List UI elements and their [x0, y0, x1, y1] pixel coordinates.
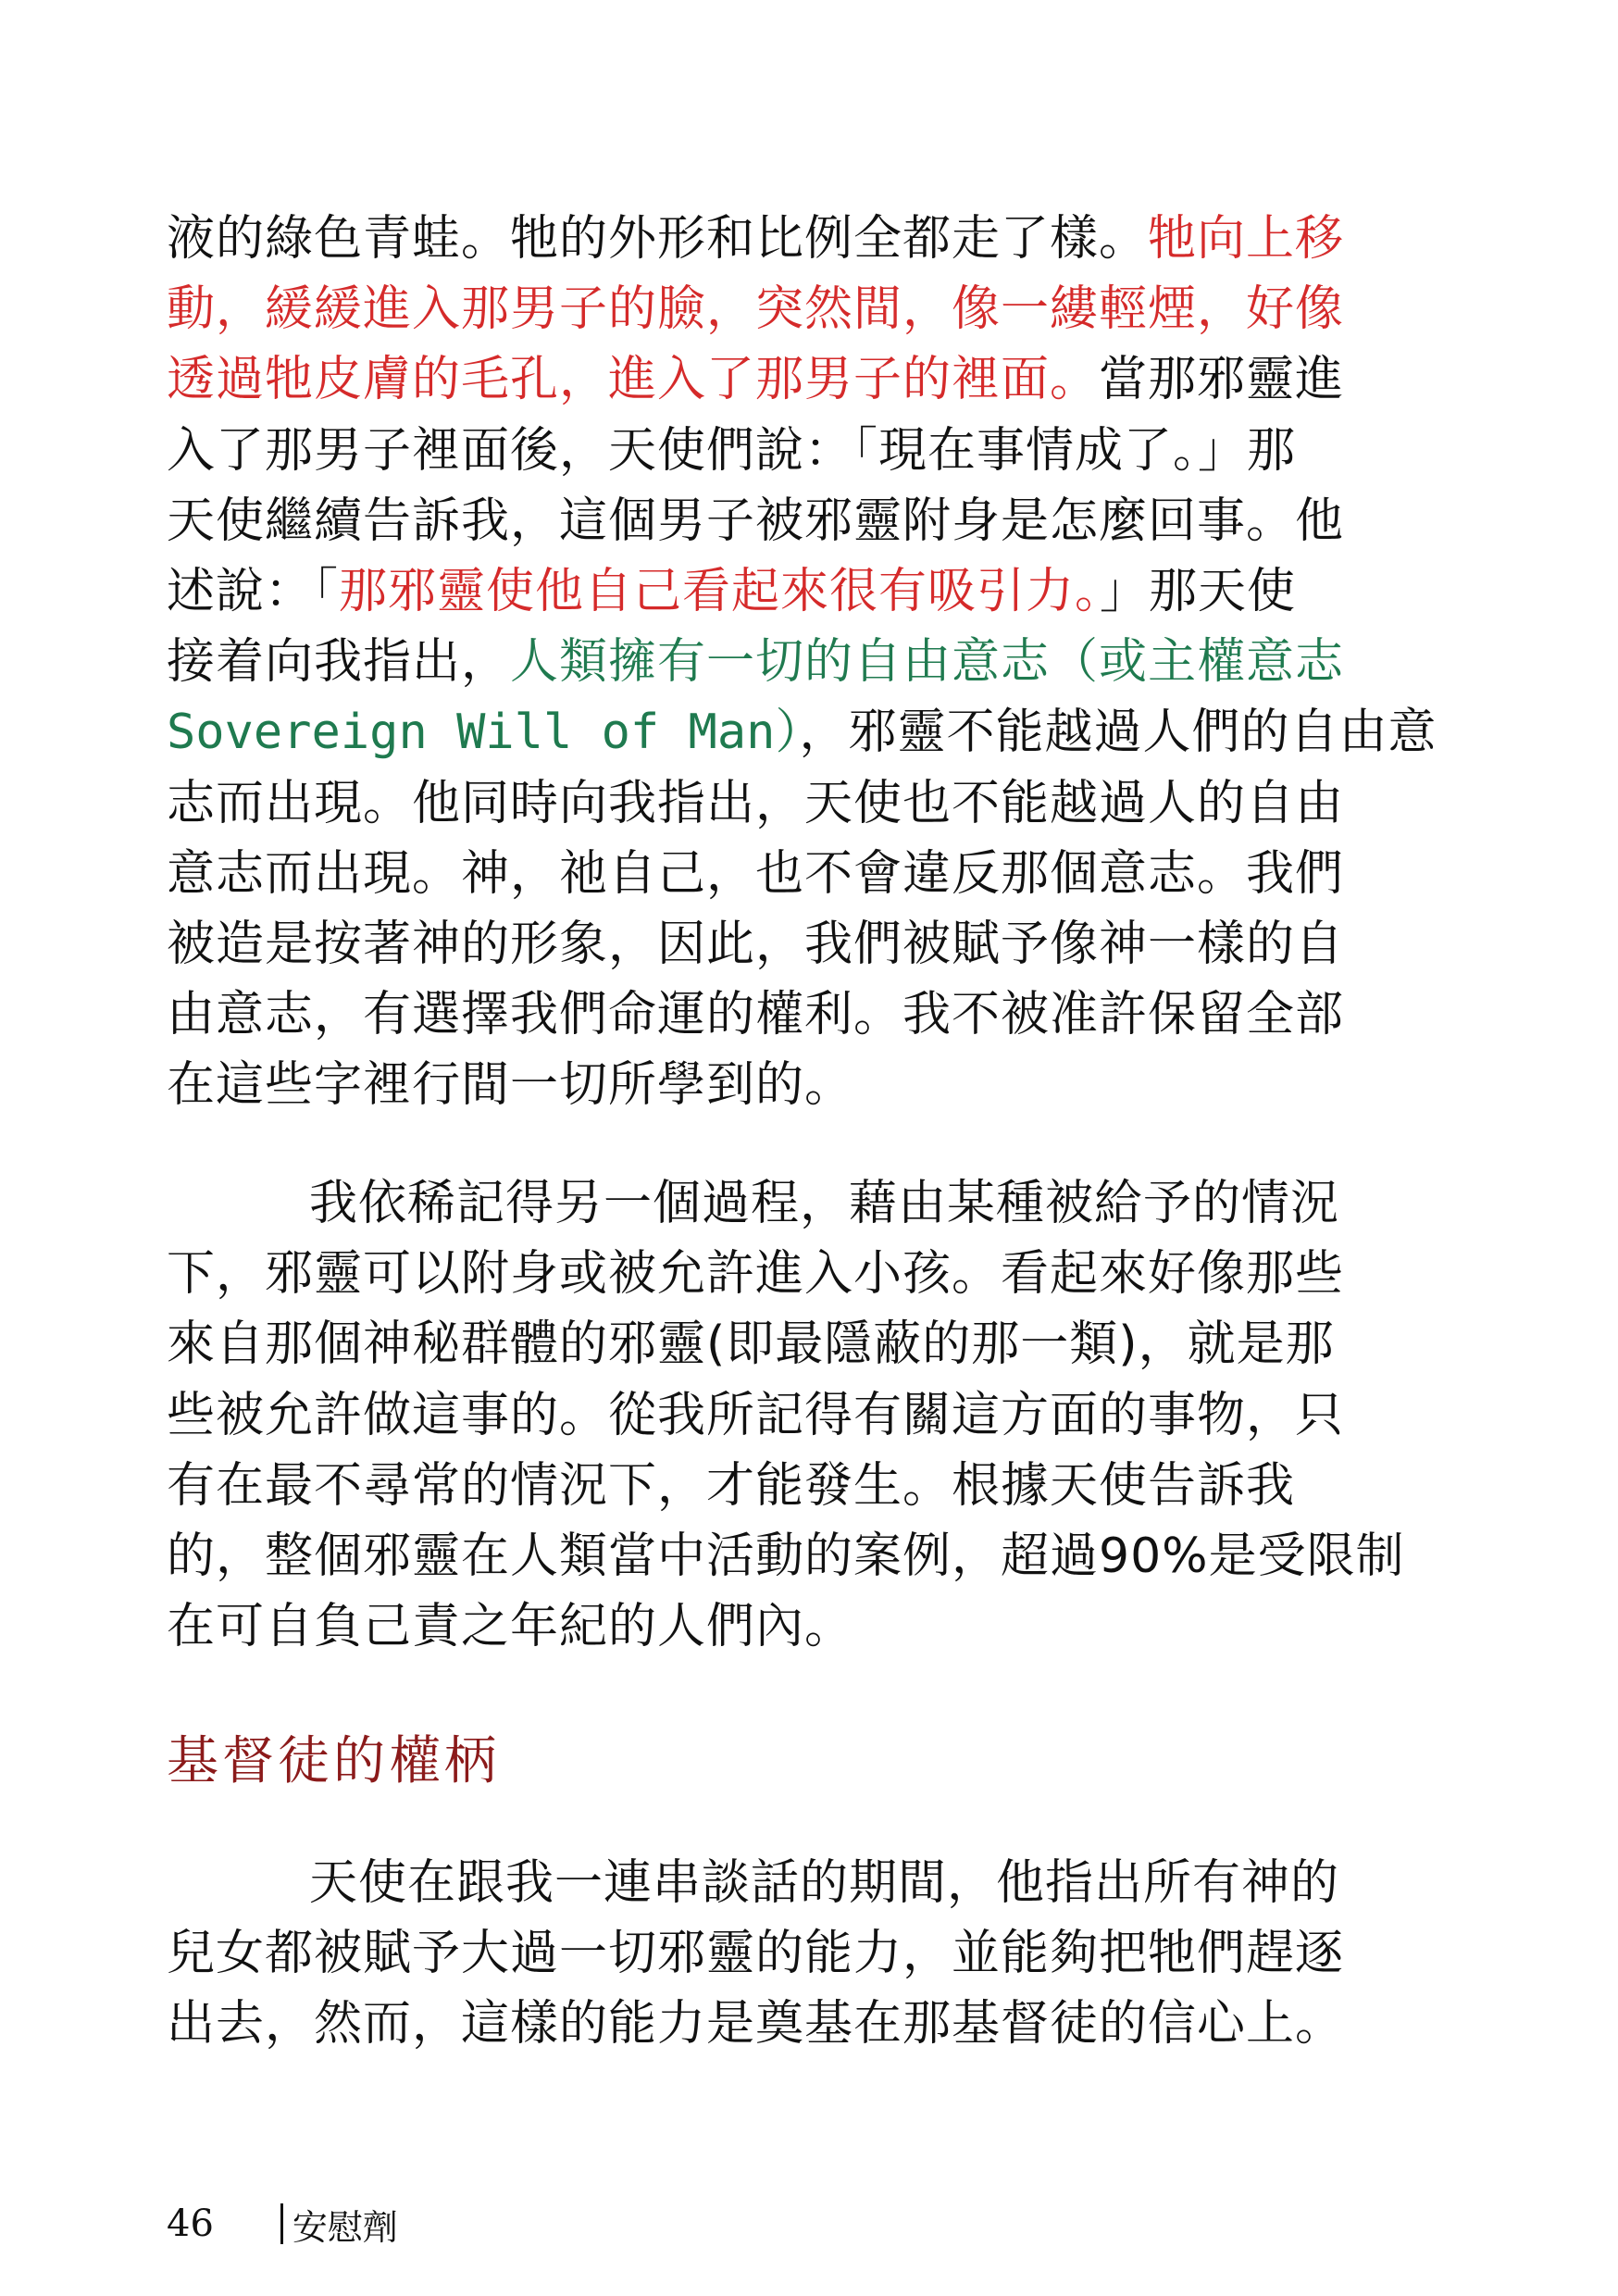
footer-divider	[280, 2203, 283, 2244]
text-line: 出去，然而，這樣的能力是奠基在那基督徒的信心上。	[167, 1996, 1345, 2053]
text-segment: 在這些字裡行間一切所學到的。	[167, 1057, 854, 1114]
text-segment: 由意志，有選擇我們命運的權利。我不被准許保留全部	[167, 987, 1345, 1043]
highlighted-text: 那邪靈使他自己看起來很有吸引力。	[339, 563, 1101, 619]
paragraph-3	[167, 1848, 1407, 2060]
highlighted-text: 牠向上移	[1148, 211, 1345, 267]
highlighted-text: 透過牠皮膚的毛孔，進入了那男子的裡面。	[167, 352, 1100, 408]
text-segment: 被造是按著神的形象，因此，我們被賦予像神一樣的自	[167, 916, 1345, 972]
text-line	[167, 204, 1407, 274]
page-number: 46	[167, 2202, 214, 2245]
text-line	[167, 556, 1407, 627]
text-segment: 意志而出現。神，祂自己，也不會違反那個意志。我們	[167, 845, 1345, 902]
text-line: 下，邪靈可以附身或被允許進入小孩。看起來好像那些	[167, 1246, 1345, 1303]
text-segment: 當那邪靈進	[1099, 352, 1345, 408]
text-segment: 入了那男子裡面後，天使們說：「現在事情成了。」那	[167, 422, 1297, 479]
book-title: 安慰劑	[292, 2206, 398, 2248]
text-line	[167, 1050, 1407, 1120]
highlighted-text: 人類擁有一切的自由意志（或主權意志	[510, 634, 1345, 691]
text-line	[167, 909, 1407, 980]
highlighted-text: Sovereign Will of Man）	[167, 705, 800, 761]
paragraph-2	[167, 1168, 1407, 1662]
text-segment: 志而出現。他同時向我指出，天使也不能越過人的自由	[167, 775, 1345, 831]
text-segment: 」那天使	[1100, 563, 1297, 619]
text-segment: ，邪靈不能越過人們的自由意	[799, 705, 1438, 761]
text-line: 的，整個邪靈在人類當中活動的案例，超過90%是受限制	[167, 1528, 1405, 1584]
text-line	[167, 274, 1407, 344]
text-line	[167, 486, 1407, 556]
section-heading: 基督徒的權柄	[167, 1731, 500, 1791]
text-line	[167, 980, 1407, 1050]
highlighted-text: 動，緩緩進入那男子的臉，突然間，像一縷輕煙，好像	[167, 281, 1345, 338]
text-line: 天使在跟我一連串談話的期間，他指出所有神的	[309, 1855, 1340, 1911]
text-line	[167, 768, 1407, 839]
text-line	[167, 839, 1407, 909]
page-footer	[167, 2196, 398, 2252]
text-line	[167, 416, 1407, 486]
text-line	[167, 344, 1407, 415]
text-line	[167, 627, 1407, 697]
text-segment: 接着向我指出，	[167, 634, 511, 691]
text-line: 在可自負己責之年紀的人們內。	[167, 1599, 854, 1655]
text-segment: 天使繼續告訴我，這個男子被邪靈附身是怎麼回事。他	[167, 493, 1345, 549]
text-line: 兒女都被賦予大過一切邪靈的能力，並能夠把牠們趕逐	[167, 1926, 1345, 1982]
text-segment: 述說：「	[167, 563, 340, 619]
text-line: 我依稀記得另一個過程，藉由某種被給予的情況	[309, 1176, 1340, 1231]
text-line: 來自那個神秘群體的邪靈(即最隱蔽的那一類)，就是那	[167, 1316, 1335, 1373]
text-line: 有在最不尋常的情況下，才能發生。根據天使告訴我	[167, 1457, 1296, 1514]
text-line: 些被允許做這事的。從我所記得有關這方面的事物，只	[167, 1387, 1345, 1443]
paragraph-1	[167, 204, 1438, 1120]
text-segment: 液的綠色青蛙。牠的外形和比例全都走了樣。	[167, 211, 1149, 267]
text-line	[167, 697, 1438, 767]
